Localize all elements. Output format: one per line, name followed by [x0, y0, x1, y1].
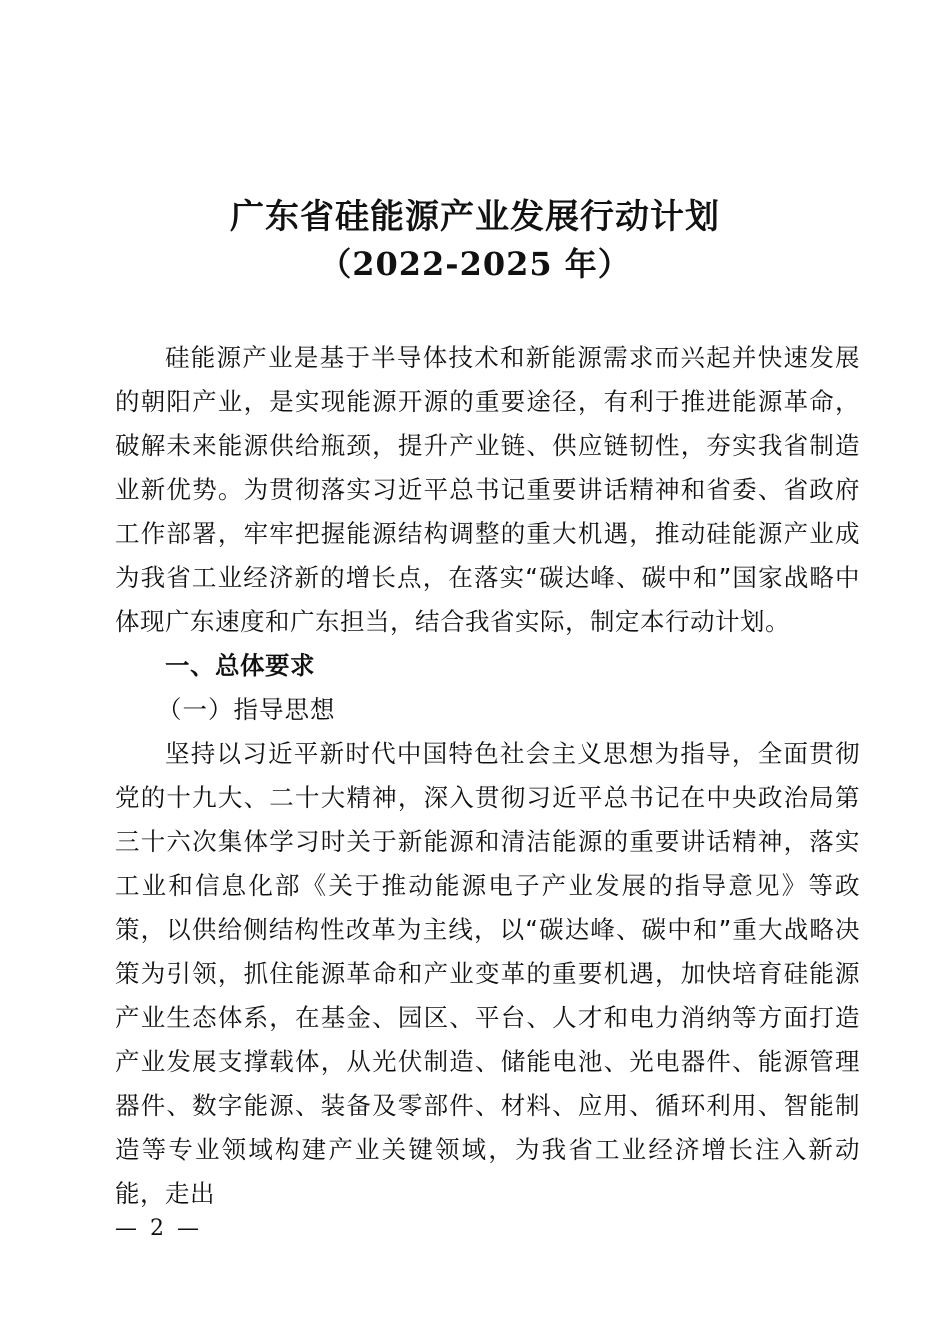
document-title: 广东省硅能源产业发展行动计划: [230, 197, 720, 237]
page-number: — 2 —: [115, 1216, 202, 1241]
section-heading-general-requirements: 一、总体要求: [165, 651, 315, 680]
document-body: [115, 336, 860, 1216]
guiding-ideology-paragraph: 坚持以习近平新时代中国特色社会主义思想为指导，全面贯彻党的十九大、二十大精神，深入贯彻习近平总书记在中央政治局第三十六次集体学习时关于新能源和清洁能源的重要讲话精神，落实工业和信息化部《关于推动能源电子产业发展的指导意见》等政策，以供给侧结构性改革为主线，以“碳达峰、碳中和”重大战略决策为引领，抓住能源革命和产业变革的重要机遇，加快培育硅能源产业生态体系，在基金、园区、平台、人才和电力消纳等方面打造产业发展支撑载体，从光伏制造、储能电池、光电器件、能源管理器件、数字能源、装备及零部件、材料、应用、循环利用、智能制造等专业领域构建产业关键领域，为我省工业经济增长注入新动能，走出: [115, 739, 860, 1208]
document-subtitle: （2022-2025 年）: [319, 245, 631, 283]
intro-paragraph: 硅能源产业是基于半导体技术和新能源需求而兴起并快速发展的朝阳产业，是实现能源开源的重要途径，有利于推进能源革命，破解未来能源供给瓶颈，提升产业链、供应链韧性，夯实我省制造业新优势。为贯彻落实习近平总书记重要讲话精神和省委、省政府工作部署，牢牢把握能源结构调整的重大机遇，推动硅能源产业成为我省工业经济新的增长点，在落实“碳达峰、碳中和”国家战略中体现广东速度和广东担当，结合我省实际，制定本行动计划。: [115, 343, 860, 636]
subsection-heading-guiding-ideology: （一）指导思想: [157, 695, 336, 724]
